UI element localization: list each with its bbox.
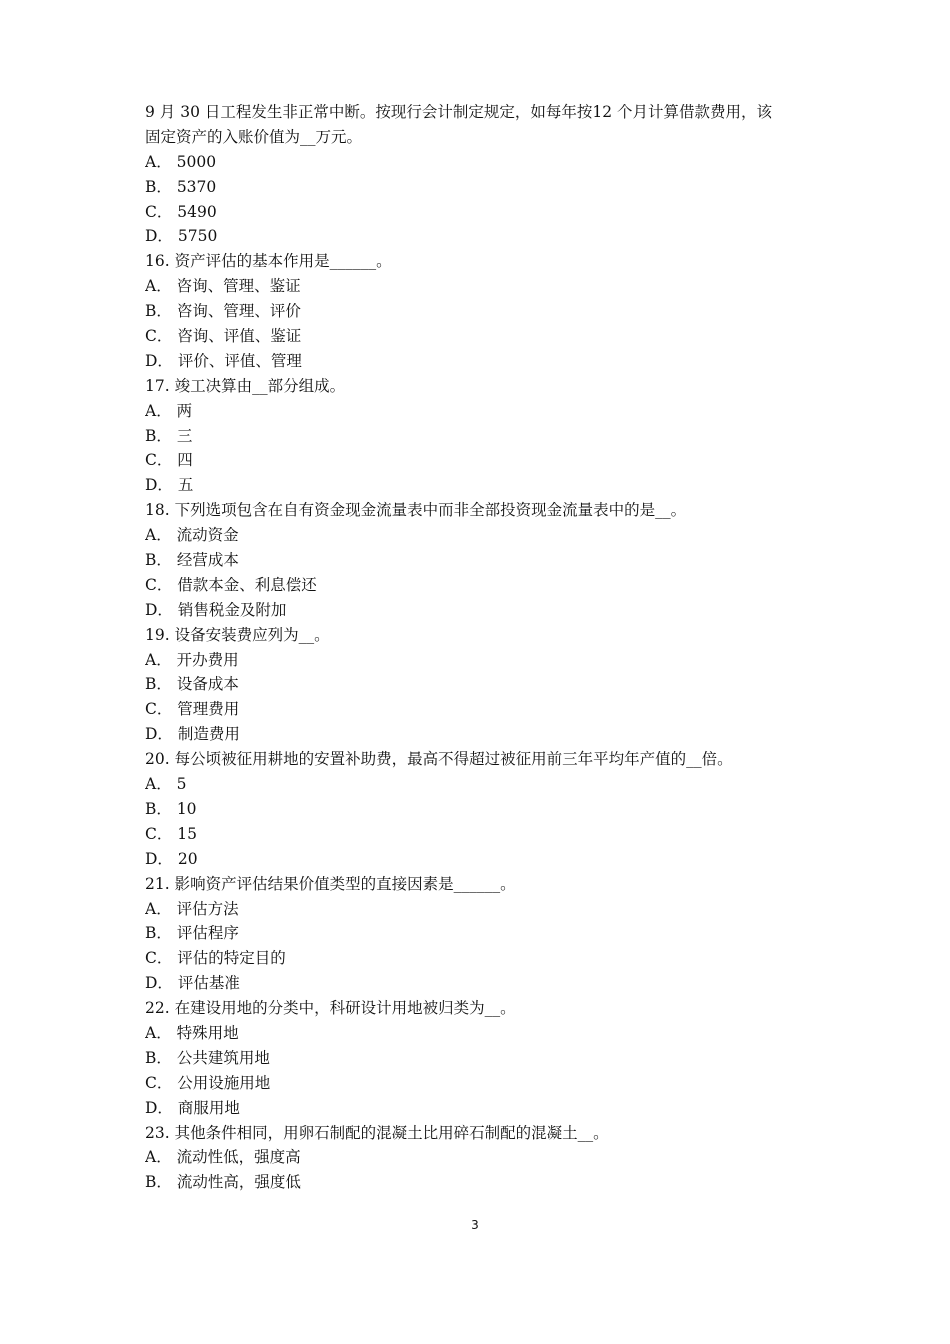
question-line: 16. 资产评估的基本作用是______。 — [145, 252, 392, 271]
option-line: D． 五 — [145, 476, 194, 495]
option-line: B． 评估程序 — [145, 924, 239, 943]
option-line: A． 流动资金 — [145, 526, 239, 545]
option-line: D． 评估基准 — [145, 974, 240, 993]
option-line: C． 评估的特定目的 — [145, 949, 286, 968]
option-line: A． 5000 — [145, 152, 217, 171]
option-line: B． 咨询、管理、评价 — [145, 302, 301, 321]
page-number: 3 — [471, 1218, 479, 1232]
option-line: C． 借款本金、利息偿还 — [145, 575, 317, 594]
question-line: 18. 下列选项包含在自有资金现金流量表中而非全部投资现金流量表中的是__。 — [145, 501, 687, 520]
option-line: B． 5370 — [145, 177, 217, 196]
option-line: B． 流动性高，强度低 — [145, 1173, 301, 1192]
option-line: D． 制造费用 — [145, 725, 240, 744]
option-line: B． 10 — [145, 799, 197, 818]
question-line: 23. 其他条件相同，用卵石制配的混凝土比用碎石制配的混凝土__。 — [145, 1123, 609, 1142]
option-line: C． 咨询、评值、鉴证 — [145, 327, 302, 346]
option-line: A． 特殊用地 — [145, 1023, 239, 1042]
text-line: 固定资产的入账价值为__万元。 — [145, 127, 363, 146]
option-line: C． 四 — [145, 451, 193, 470]
option-line: B． 设备成本 — [145, 675, 239, 694]
question-line: 19. 设备安装费应列为__。 — [145, 625, 330, 644]
question-line: 20. 每公顷被征用耕地的安置补助费，最高不得超过被征用前三年平均年产值的__倍。 — [145, 750, 733, 769]
option-line: D． 5750 — [145, 227, 218, 246]
option-line: B． 经营成本 — [145, 551, 239, 570]
option-line: D． 销售税金及附加 — [145, 600, 287, 619]
option-line: C． 公用设施用地 — [145, 1073, 271, 1092]
question-line: 21. 影响资产评估结果价值类型的直接因素是______。 — [145, 874, 516, 893]
option-line: C． 5490 — [145, 202, 217, 221]
question-line: 22. 在建设用地的分类中，科研设计用地被归类为__。 — [145, 999, 516, 1018]
option-line: A． 5 — [145, 775, 187, 794]
option-line: C． 15 — [145, 824, 198, 843]
text-line: 9 月 30 日工程发生非正常中断。按现行会计制定规定，如每年按12 个月计算借款费用，该 — [145, 103, 773, 121]
option-line: D． 评价、评值、管理 — [145, 351, 302, 370]
option-line: D． 商服用地 — [145, 1098, 240, 1117]
option-line: C． 管理费用 — [145, 700, 240, 719]
option-line: B． 三 — [145, 426, 193, 445]
question-line: 17. 竣工决算由__部分组成。 — [145, 376, 346, 395]
option-line: A． 流动性低，强度高 — [145, 1148, 301, 1167]
option-line: A． 两 — [145, 401, 193, 420]
option-line: B． 公共建筑用地 — [145, 1048, 270, 1067]
document-body — [145, 100, 825, 1195]
option-line: A． 评估方法 — [145, 899, 239, 918]
option-line: A． 咨询、管理、鉴证 — [145, 277, 301, 296]
option-line: D． 20 — [145, 849, 198, 868]
option-line: A． 开办费用 — [145, 650, 239, 669]
